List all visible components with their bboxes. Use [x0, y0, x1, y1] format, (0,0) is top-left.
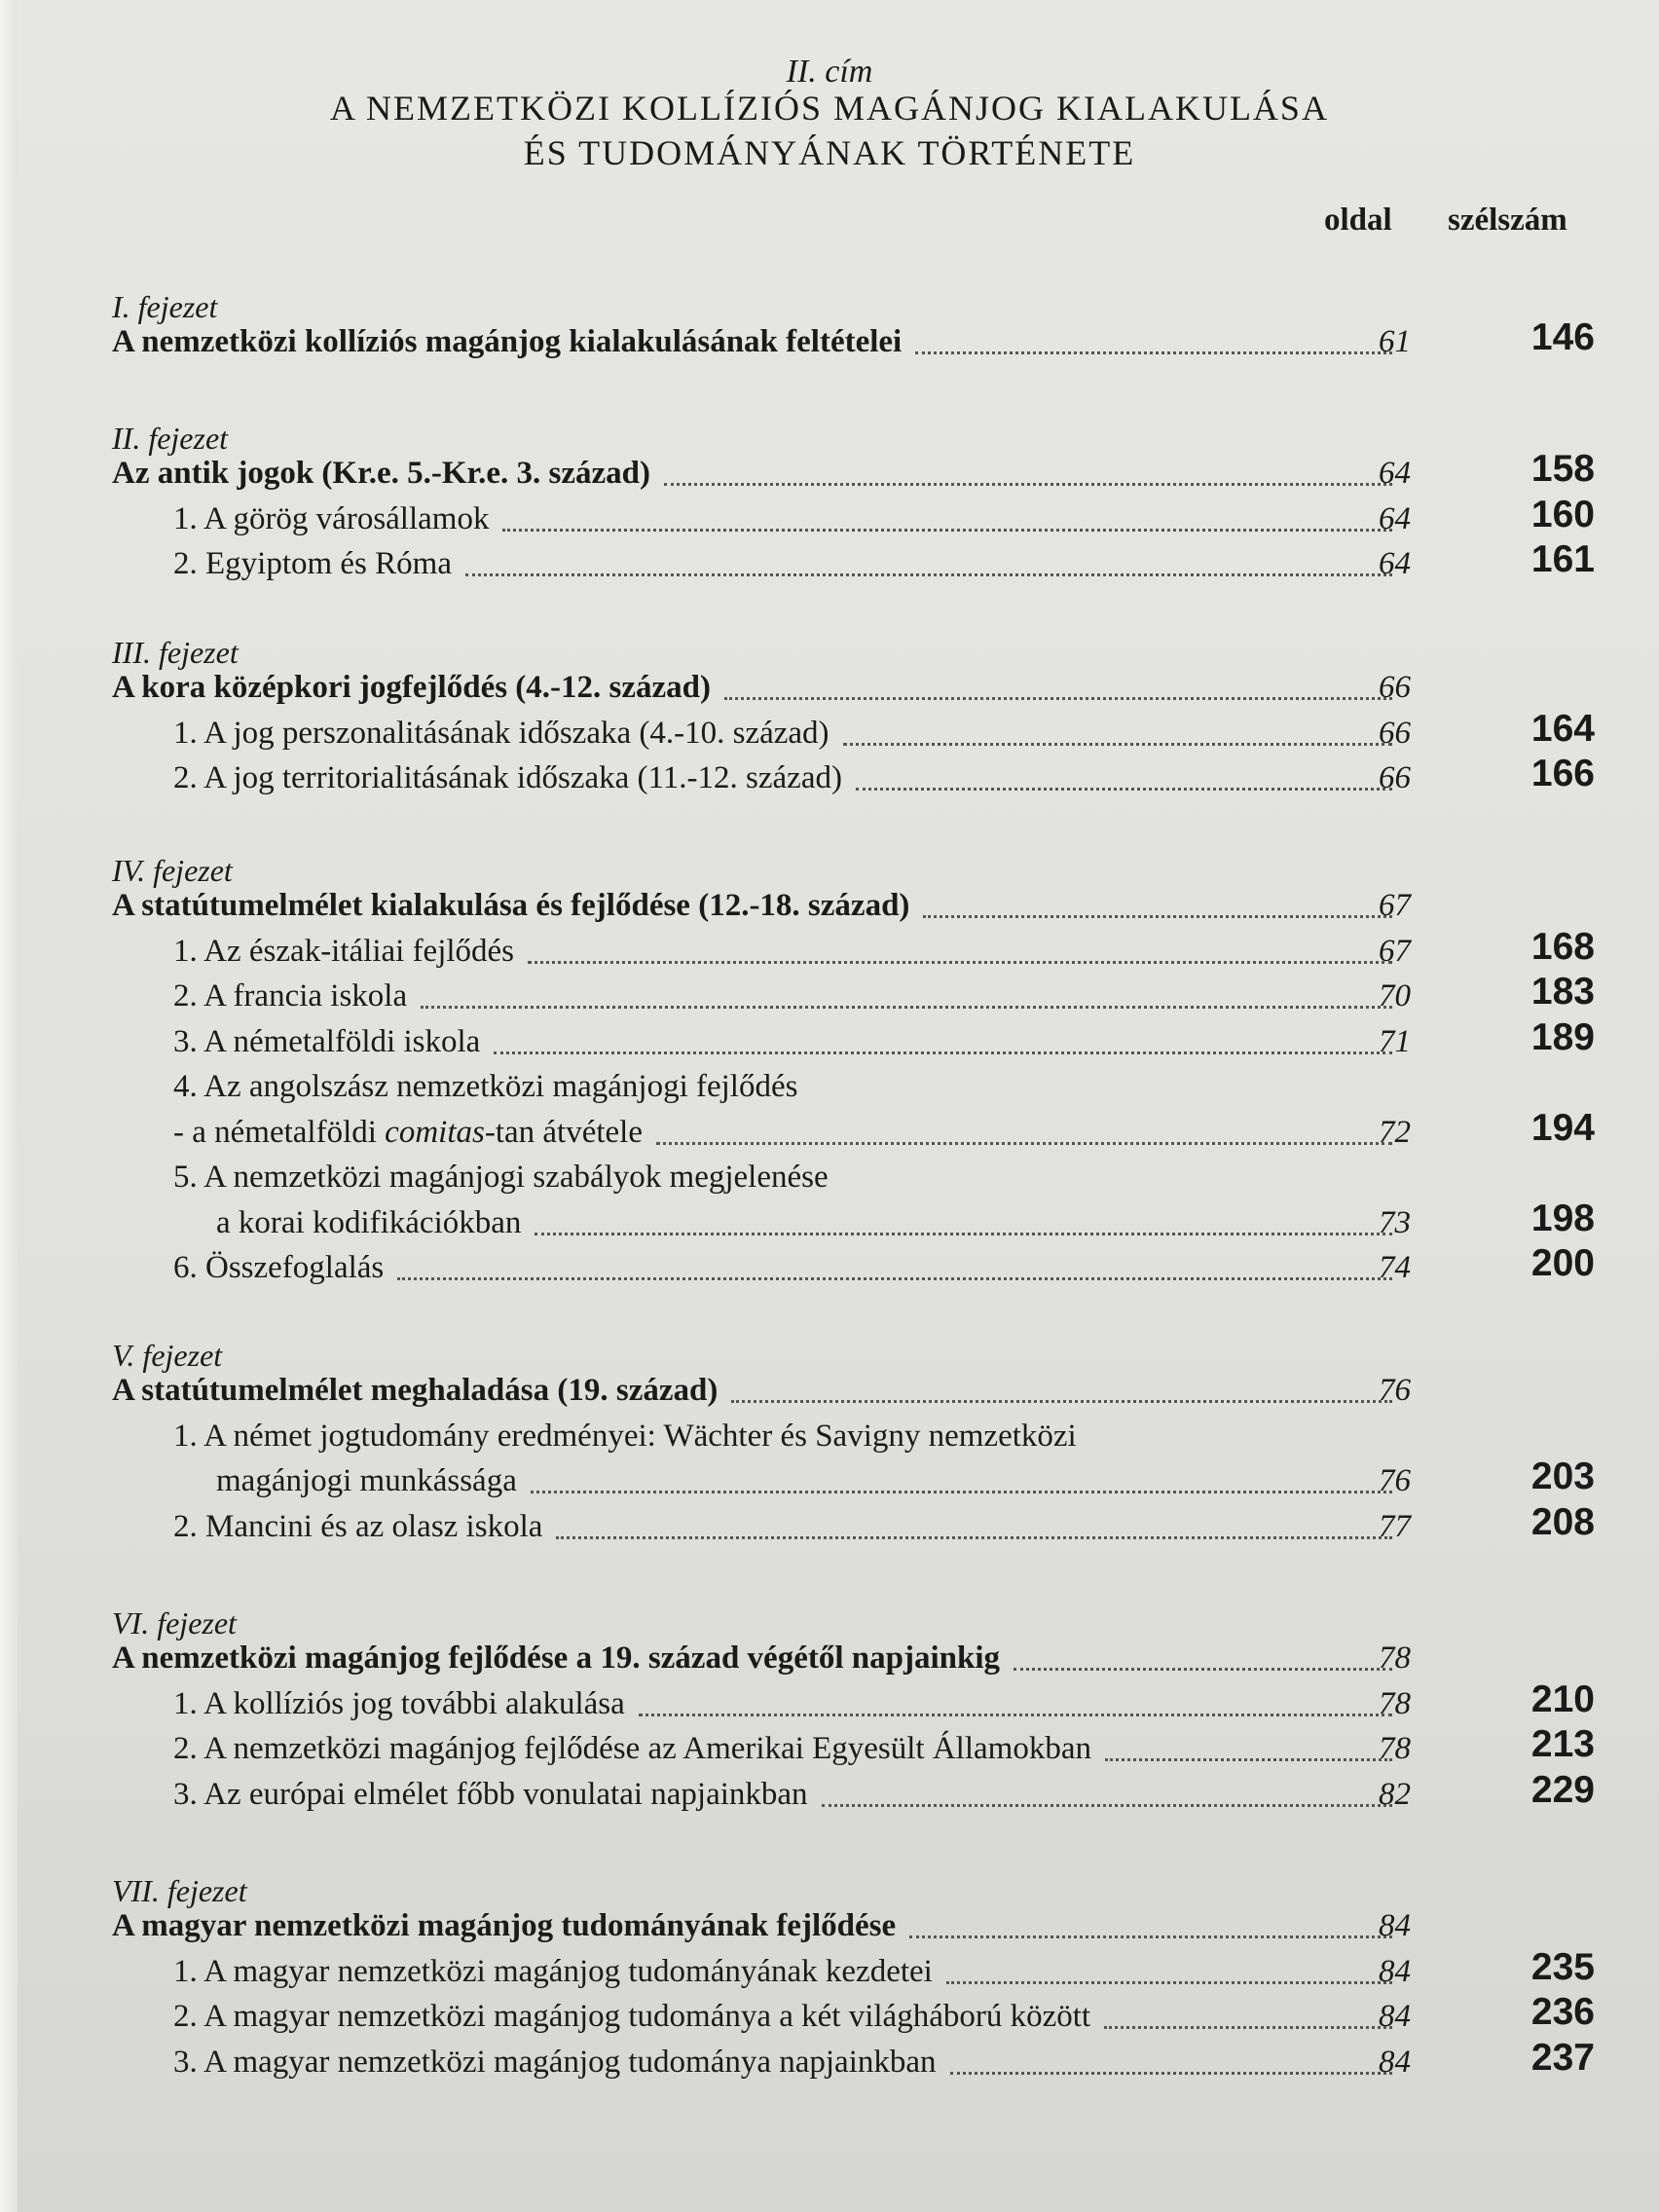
toc-item-row — [0, 1677, 1659, 1729]
dot-leader — [494, 1051, 1392, 1054]
page-number: 76 — [1379, 1463, 1411, 1498]
page-number: 84 — [1379, 1953, 1411, 1989]
toc-item-row — [0, 1991, 1659, 2042]
margin-number: 203 — [1530, 1456, 1595, 1497]
toc-item-row — [0, 925, 1659, 977]
toc-item-text: 3. Az európai elmélet főbb vonulatai napjainkban — [173, 1776, 808, 1812]
chapter-title-row — [0, 448, 1659, 498]
toc-item-text: 1. A német jogtudomány eredményei: Wächter és Savigny nemzetközi — [173, 1418, 1077, 1454]
chapter-title-row — [0, 668, 1659, 713]
toc-item-row — [0, 1500, 1659, 1552]
toc-item-text: a korai kodifikációkban — [216, 1204, 522, 1240]
page-number: 84 — [1379, 1908, 1411, 1943]
margin-number: 235 — [1530, 1945, 1595, 1988]
margin-number: 236 — [1530, 1991, 1595, 2033]
page-number: 66 — [1379, 760, 1411, 795]
page-number: 78 — [1379, 1731, 1411, 1766]
dot-leader — [397, 1277, 1392, 1280]
margin-number: 208 — [1530, 1500, 1595, 1543]
toc-item-text: magánjogi munkássága — [216, 1463, 517, 1498]
toc-item-text: 2. Egyiptom és Róma — [173, 546, 452, 581]
margin-number: 200 — [1530, 1242, 1595, 1284]
dot-leader — [1104, 2026, 1392, 2029]
page-number: 64 — [1379, 456, 1411, 491]
margin-number: 168 — [1530, 925, 1595, 968]
dot-leader — [843, 743, 1392, 746]
dot-leader — [909, 1936, 1392, 1938]
dot-leader — [1105, 1758, 1392, 1761]
margin-number: 158 — [1530, 448, 1595, 490]
page-number: 73 — [1379, 1204, 1411, 1240]
chapter-title-row — [0, 886, 1659, 931]
chapter-label: IV. fejezet — [112, 853, 233, 888]
toc-item-text: 1. A kollíziós jog további alakulása — [173, 1685, 625, 1721]
margin-number: 210 — [1530, 1677, 1595, 1720]
chapter-label: III. fejezet — [112, 635, 239, 670]
toc-item-text: 6. Összefoglalás — [173, 1250, 385, 1285]
toc-item-text: 2. A nemzetközi magánjog fejlődése az Amerikai Egyesült Államokban — [173, 1731, 1091, 1766]
toc-item-text: 2. A magyar nemzetközi magánjog tudománya a két világháború között — [173, 1999, 1091, 2034]
toc-item-row — [0, 493, 1659, 544]
margin-number: 213 — [1530, 1723, 1595, 1765]
margin-number: 164 — [1530, 707, 1595, 750]
toc-item-row — [0, 753, 1659, 803]
page-number: 61 — [1379, 324, 1411, 359]
toc-item-row — [0, 707, 1659, 758]
margin-number: 161 — [1530, 538, 1595, 580]
dot-leader — [535, 1233, 1392, 1235]
margin-number: 229 — [1530, 1768, 1595, 1811]
toc-item-row — [0, 1242, 1659, 1293]
page-number: 66 — [1379, 715, 1411, 751]
chapter-label: V. fejezet — [112, 1338, 223, 1373]
chapter-title-row — [0, 1906, 1659, 1951]
toc-item-row — [0, 971, 1659, 1021]
page-number: 71 — [1379, 1023, 1411, 1059]
margin-number: 160 — [1530, 493, 1595, 535]
toc-item-row — [0, 1067, 1659, 1112]
dot-leader — [656, 1142, 1392, 1145]
dot-leader — [1014, 1668, 1392, 1671]
page-number: 66 — [1379, 670, 1411, 705]
toc-item-text: 1. A görög városállamok — [173, 500, 490, 536]
chapter-title: A kora középkori jogfejlődés (4.-12. század) — [112, 670, 712, 705]
margin-number: 166 — [1530, 753, 1595, 794]
dot-leader — [465, 573, 1392, 576]
page-number: 78 — [1379, 1685, 1411, 1721]
dot-leader — [731, 1400, 1392, 1403]
toc-item-row — [0, 1197, 1659, 1248]
toc-item-row — [0, 538, 1659, 589]
margin-number: 183 — [1530, 971, 1595, 1013]
margin-number: 237 — [1530, 2036, 1595, 2079]
chapter-title: A nemzetközi magánjog fejlődése a 19. század végétől napjainkig — [112, 1641, 1000, 1676]
toc-item-row — [0, 1768, 1659, 1820]
dot-leader — [531, 1491, 1392, 1493]
dot-leader — [664, 483, 1392, 486]
toc-item-row — [0, 1015, 1659, 1067]
margin-number: 146 — [1530, 316, 1595, 358]
part-label: II. cím — [786, 54, 873, 90]
dot-leader — [923, 915, 1392, 918]
dot-leader — [528, 961, 1392, 964]
margin-number: 189 — [1530, 1015, 1595, 1058]
toc-item-text: 1. Az észak-itáliai fejlődés — [173, 933, 515, 969]
page-number: 67 — [1379, 888, 1411, 923]
dot-leader — [502, 529, 1392, 532]
toc-item-text: 2. Mancini és az olasz iskola — [173, 1508, 543, 1544]
chapter-title-row — [0, 1371, 1659, 1416]
page-number: 84 — [1379, 2044, 1411, 2080]
toc-item-text-pre: - a németalföldi — [173, 1114, 386, 1150]
dot-leader — [421, 1006, 1392, 1009]
toc-item-text: 1. A jog perszonalitásának időszaka (4.-10. század) — [173, 715, 830, 751]
toc-item-row — [0, 1417, 1659, 1461]
column-header-page: oldal — [1324, 203, 1392, 238]
toc-item-row — [0, 1158, 1659, 1202]
page-number: 72 — [1379, 1114, 1411, 1150]
dot-leader — [950, 2072, 1392, 2075]
dot-leader — [915, 351, 1392, 354]
part-title-line-2: ÉS TUDOMÁNYÁNAK TÖRTÉNETE — [523, 133, 1136, 172]
toc-item-text — [173, 1115, 643, 1151]
dot-leader — [822, 1804, 1392, 1807]
dot-leader — [856, 788, 1392, 791]
page-number: 64 — [1379, 546, 1411, 581]
toc-item-text: 3. A németalföldi iskola — [173, 1023, 481, 1059]
toc-item-text: 2. A jog territorialitásának időszaka (11.-12. század) — [173, 760, 842, 795]
chapter-label: II. fejezet — [112, 421, 229, 456]
page-number: 67 — [1379, 933, 1411, 969]
chapter-label: VI. fejezet — [112, 1605, 237, 1641]
page-number: 82 — [1379, 1776, 1411, 1812]
toc-item-text: 4. Az angolszász nemzetközi magánjogi fejlődés — [173, 1069, 798, 1104]
chapter-title-row — [0, 316, 1659, 367]
chapter-title-row — [0, 1639, 1659, 1683]
chapter-title: A magyar nemzetközi magánjog tudományának fejlődése — [112, 1908, 897, 1943]
toc-item-text: 3. A magyar nemzetközi magánjog tudománya napjainkban — [173, 2044, 937, 2080]
chapter-title: A statútumelmélet meghaladása (19. század) — [112, 1373, 719, 1408]
page-number: 77 — [1379, 1508, 1411, 1544]
toc-item-text: 2. A francia iskola — [173, 978, 408, 1014]
toc-item-row — [0, 2036, 1659, 2087]
page-number: 84 — [1379, 1999, 1411, 2034]
dot-leader — [556, 1536, 1392, 1539]
page-number: 78 — [1379, 1641, 1411, 1676]
page-number: 64 — [1379, 500, 1411, 536]
chapter-label: I. fejezet — [112, 289, 218, 324]
toc-item-text-post: -tan átvétele — [484, 1114, 643, 1150]
chapter-title: A nemzetközi kollíziós magánjog kialakulásának feltételei — [112, 324, 903, 359]
toc-item-row — [0, 1456, 1659, 1506]
column-header-margin: szélszám — [1448, 203, 1567, 238]
page-number: 70 — [1379, 978, 1411, 1014]
toc-item-row — [0, 1945, 1659, 1997]
toc-item-text-emphasis: comitas — [385, 1114, 485, 1150]
dot-leader — [724, 697, 1392, 700]
chapter-label: VII. fejezet — [112, 1873, 247, 1908]
toc-item-row — [0, 1723, 1659, 1774]
margin-number: 198 — [1530, 1197, 1595, 1239]
page-number: 74 — [1379, 1250, 1411, 1285]
chapter-title: Az antik jogok (Kr.e. 5.-Kr.e. 3. század) — [112, 456, 651, 491]
toc-item-row — [0, 1106, 1659, 1158]
page-number: 76 — [1379, 1373, 1411, 1408]
toc-item-text: 5. A nemzetközi magánjogi szabályok megjelenése — [173, 1160, 829, 1195]
chapter-title: A statútumelmélet kialakulása és fejlődése (12.-18. század) — [112, 888, 910, 923]
toc-item-text: 1. A magyar nemzetközi magánjog tudományának kezdetei — [173, 1953, 933, 1989]
margin-number: 194 — [1530, 1106, 1595, 1149]
dot-leader — [639, 1714, 1392, 1716]
dot-leader — [946, 1981, 1392, 1984]
part-title-line-1: A NEMZETKÖZI KOLLÍZIÓS MAGÁNJOG KIALAKULÁSA — [330, 89, 1329, 128]
